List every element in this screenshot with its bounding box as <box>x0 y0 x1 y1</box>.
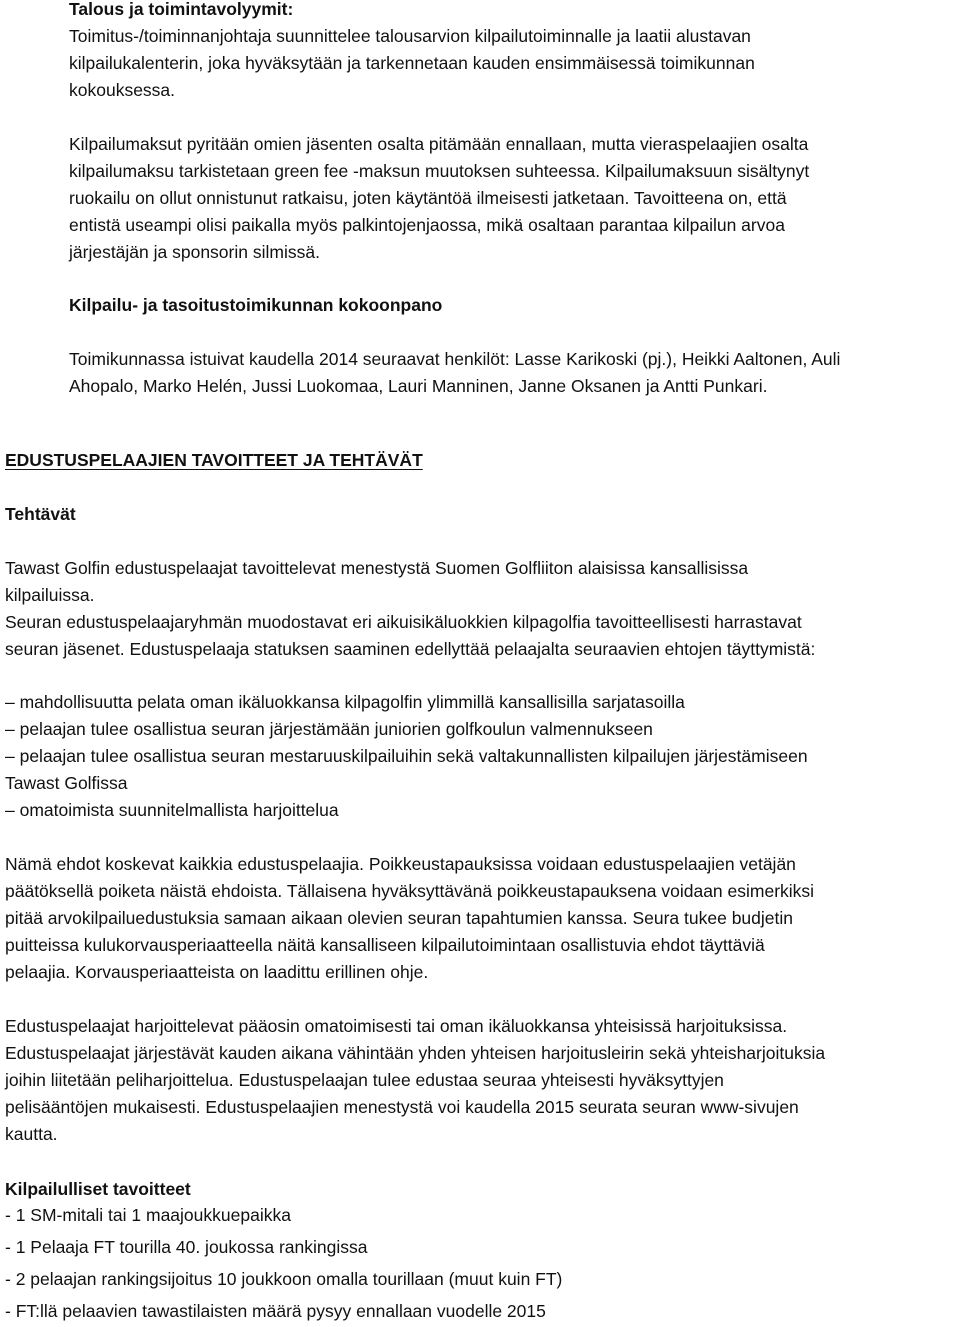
section-heading-finance: Talous ja toimintavolyymit: <box>69 0 294 19</box>
text-line: Edustuspelaajat järjestävät kauden aikana vähintään yhden yhteisen harjoitusleirin sekä yhteisharjoituksia <box>5 1043 826 1063</box>
paragraph-training <box>5 1013 825 1148</box>
paragraph-finance-intro <box>69 23 755 104</box>
text-line: Toimikunnassa istuivat kaudella 2014 seuraavat henkilöt: Lasse Karikoski (pj.), Heikki Aaltonen, Auli <box>69 349 841 369</box>
text-line: Toimitus-/toiminnanjohtaja suunnittelee talousarvion kilpailutoiminnalle ja laatii alustavan <box>69 26 751 46</box>
section-heading-representative-players: EDUSTUSPELAAJIEN TAVOITTEET JA TEHTÄVÄT <box>5 450 423 470</box>
list-item: - FT:llä pelaavien tawastilaisten määrä pysyy ennallaan vuodelle 2015 <box>5 1301 546 1321</box>
list-item: - 1 SM-mitali tai 1 maajoukkuepaikka <box>5 1205 291 1225</box>
text-line: Ahopalo, Marko Helén, Jussi Luokomaa, Lauri Manninen, Janne Oksanen ja Antti Punkari. <box>69 376 768 396</box>
paragraph-tasks-intro <box>5 555 815 663</box>
text-line: kautta. <box>5 1124 58 1144</box>
text-line: entistä useampi olisi paikalla myös palkintojenjaossa, mikä osaltaan parantaa kilpailun arvoa <box>69 215 785 235</box>
list-item: – pelaajan tulee osallistua seuran järjestämään juniorien golfkoulun valmennukseen <box>5 719 653 739</box>
text-line: pelaajia. Korvausperiaatteista on laadittu erillinen ohje. <box>5 962 429 982</box>
text-line: päätöksellä poiketa näistä ehdoista. Tällaisena hyväksyttävänä poikkeustapauksena voidaan esimerkiksi <box>5 881 815 901</box>
subheading-tasks: Tehtävät <box>5 504 76 524</box>
text-line: seuran jäsenet. Edustuspelaaja statuksen saaminen edellyttää pelaajalta seuraavien ehtojen täyttymistä: <box>5 639 816 659</box>
text-line: Tawast Golfin edustuspelaajat tavoittelevat menestystä Suomen Golfliiton alaisissa kansallisissa <box>5 558 749 578</box>
paragraph-exceptions <box>5 851 814 986</box>
paragraph-competition-fees <box>69 131 809 266</box>
text-line: kilpailukalenterin, joka hyväksytään ja tarkennetaan kauden ensimmäisessä toimikunnan <box>69 53 755 73</box>
text-line: kilpailumaksu tarkistetaan green fee -maksun muutoksen suhteessa. Kilpailumaksuun sisältynyt <box>69 161 810 181</box>
text-line: puitteissa kulukorvausperiaatteella näitä kansalliseen kilpailutoimintaan osallistuvia ehdot täyttäviä <box>5 935 765 955</box>
text-line: pelisääntöjen mukaisesti. Edustuspelaajien menestystä voi kaudella 2015 seurata seuran www-sivujen <box>5 1097 799 1117</box>
text-line: pitää arvokilpailuedustuksia samaan aikaan olevien seuran tapahtumien kanssa. Seura tukee budjetin <box>5 908 794 928</box>
subheading-committee: Kilpailu- ja tasoitustoimikunnan kokoonpano <box>69 295 443 315</box>
list-item: – omatoimista suunnitelmallista harjoittelua <box>5 800 339 820</box>
subheading-competitive-goals: Kilpailulliset tavoitteet <box>5 1179 191 1199</box>
text-line: järjestäjän ja sponsorin silmissä. <box>69 242 320 262</box>
text-line: kilpailuissa. <box>5 585 95 605</box>
list-item: – pelaajan tulee osallistua seuran mestaruuskilpailuihin sekä valtakunnallisten kilpailujen järjestämiseen <box>5 746 808 766</box>
text-line: Kilpailumaksut pyritään omien jäsenten osalta pitämään ennallaan, mutta vieraspelaajien osalta <box>69 134 809 154</box>
list-item: Tawast Golfissa <box>5 773 128 793</box>
text-line: Nämä ehdot koskevat kaikkia edustuspelaajia. Poikkeustapauksissa voidaan edustuspelaajien vetäjän <box>5 854 796 874</box>
list-item: - 1 Pelaaja FT tourilla 40. joukossa rankingissa <box>5 1237 368 1257</box>
text-line: joihin liitetään peliharjoittelua. Edustuspelaajan tulee edustaa seuraa yhteisesti hyväksyttyjen <box>5 1070 724 1090</box>
text-line: Edustuspelaajat harjoittelevat pääosin omatoimisesti tai oman ikäluokkansa yhteisissä harjoituksissa. <box>5 1016 788 1036</box>
text-line: Seuran edustuspelaajaryhmän muodostavat eri aikuisikäluokkien kilpagolfia tavoitteellisesti harrastavat <box>5 612 802 632</box>
goals-list <box>5 1199 562 1327</box>
text-line: kokouksessa. <box>69 80 176 100</box>
list-item: - 2 pelaajan rankingsijoitus 10 joukkoon omalla tourillaan (muut kuin FT) <box>5 1269 563 1289</box>
text-line: ruokailu on ollut onnistunut ratkaisu, joten käytäntöä ilmeisesti jatketaan. Tavoitteena on, että <box>69 188 787 208</box>
paragraph-committee-members <box>69 346 840 400</box>
list-item: – mahdollisuutta pelata oman ikäluokkansa kilpagolfin ylimmillä kansallisilla sarjatasoilla <box>5 692 685 712</box>
conditions-list <box>5 689 808 824</box>
